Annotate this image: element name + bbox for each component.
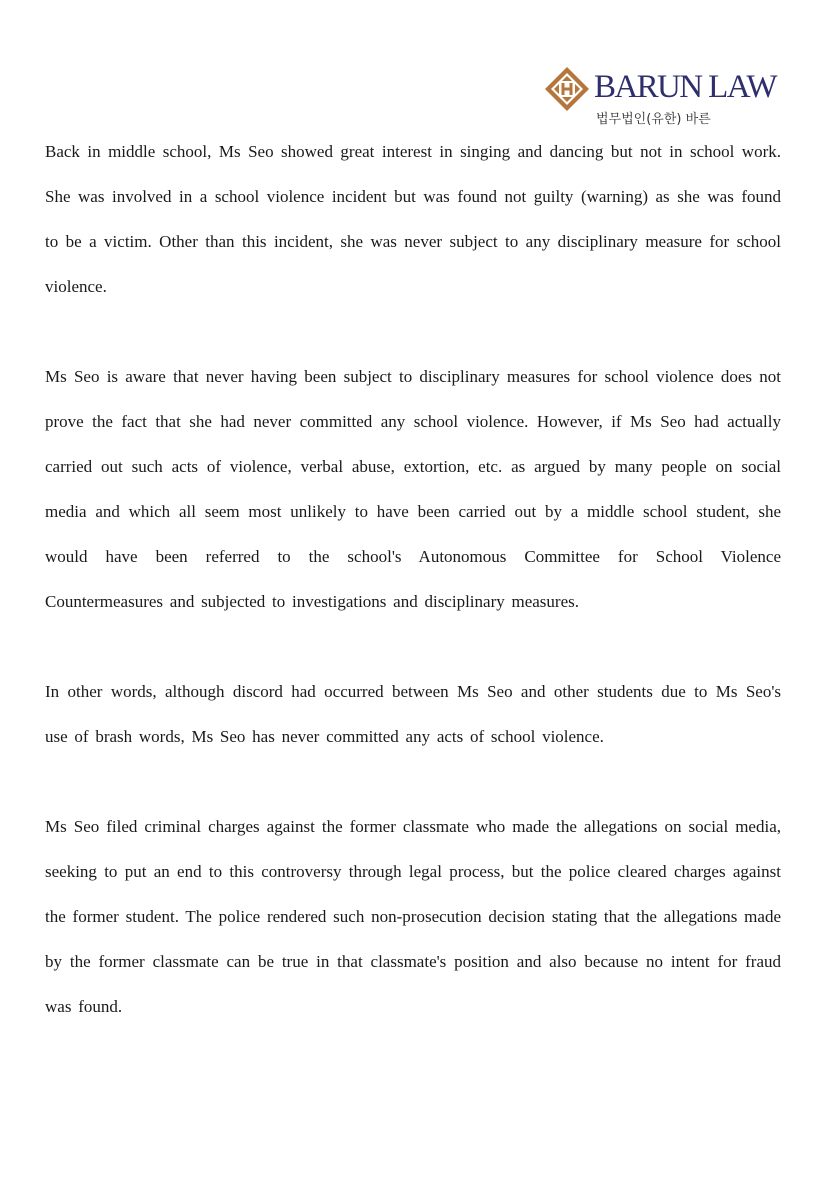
firm-name: BARUN LAW <box>594 69 776 105</box>
paragraph: Back in middle school, Ms Seo showed great interest in singing and dancing but not in school work. She was involved in a school violence incident but was found not guilty (warning) as she was found to be a victim. Other than this incident, she was never subject to any disciplinary measure for school violence. <box>45 142 781 296</box>
firm-name-korean: 법무법인(유한) 바른 <box>596 112 711 127</box>
document-body <box>45 129 781 1074</box>
paragraph: In other words, although discord had occurred between Ms Seo and other students due to Ms Seo's use of brash words, Ms Seo has never committed any acts of school violence. <box>45 682 781 746</box>
paragraph: Ms Seo is aware that never having been subject to disciplinary measures for school violence does not prove the fact that she had never committed any school violence. However, if Ms Seo had actually carried out such acts of violence, verbal abuse, extortion, etc. as argued by many people on social media and which all seem most unlikely to have been carried out by a middle school student, she would have been referred to the school's Autonomous Committee for School Violence Countermeasures and subjected to investigations and disciplinary measures. <box>45 367 781 611</box>
paragraph: Ms Seo filed criminal charges against the former classmate who made the allegations on social media, seeking to put an end to this controversy through legal process, but the police cleared charges against the former student. The police rendered such non-prosecution decision stating that the allegations made by the former classmate can be true in that classmate's position and also because no intent for fraud was found. <box>45 817 781 1016</box>
firm-logo <box>544 64 794 130</box>
diamond-emblem-icon <box>544 66 590 112</box>
